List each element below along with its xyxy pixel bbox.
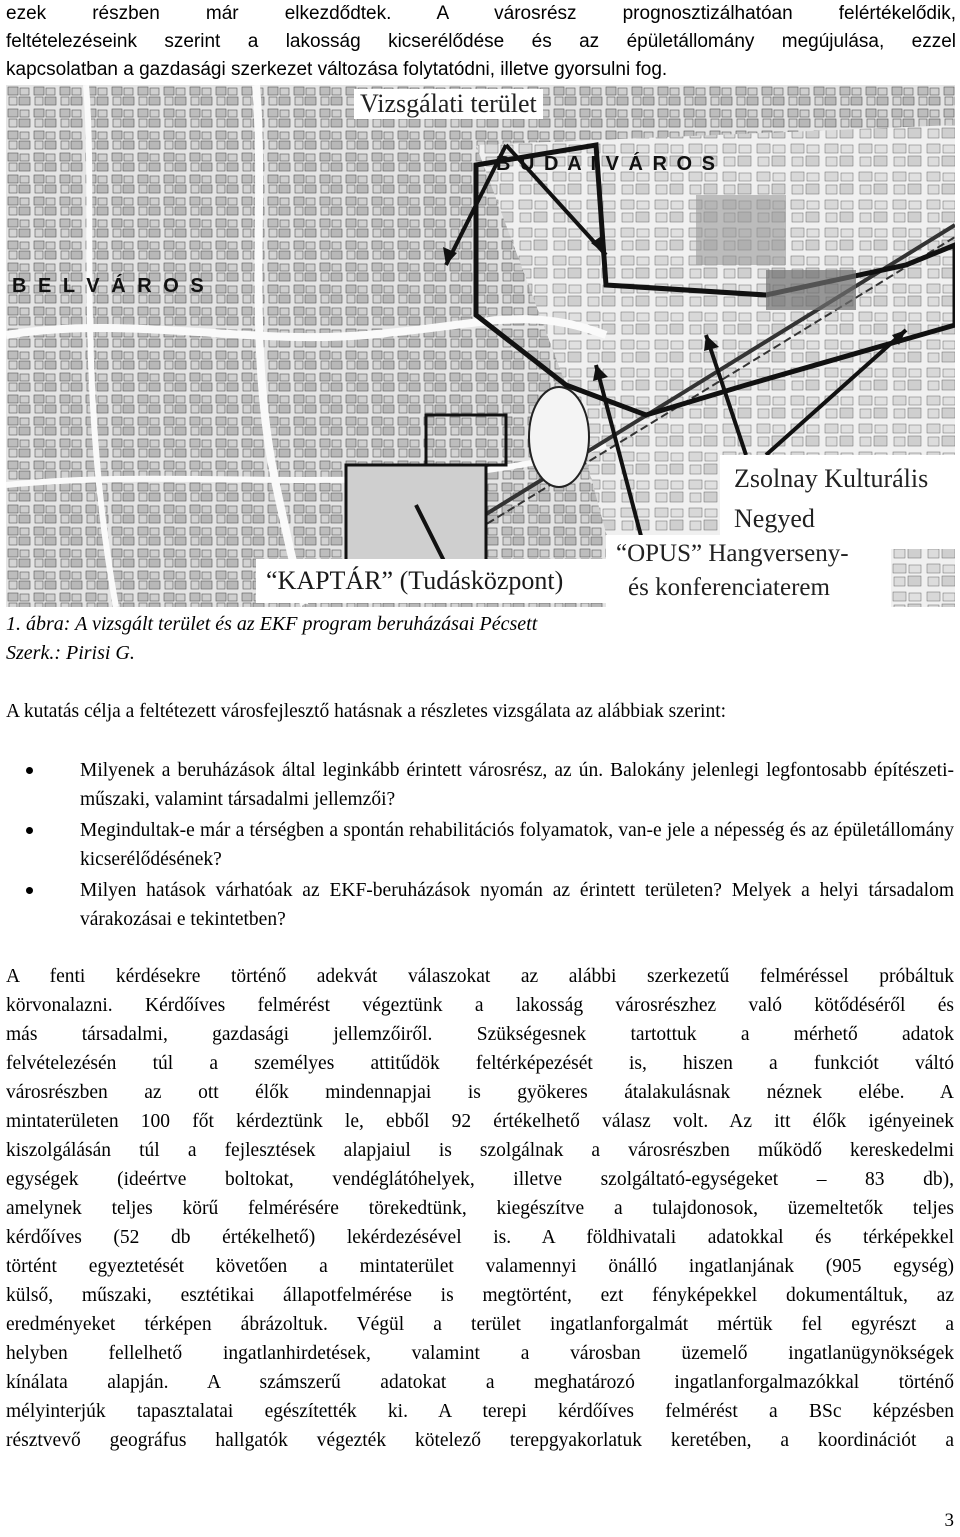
paragraph-line: felvételezésén túl a személyes attitűdök feltérképezését is, hiszen a funkciót váltó [6,1053,954,1074]
map-label-district-budai: B U D A I V Á R O S [496,153,717,175]
paragraph-line: más társadalmi, gazdasági jellemzőiről. Szükségesnek tartottuk a mérhető adatok [6,1024,954,1045]
intro-line: kapcsolatban a gazdasági szerkezet változása folytatódni, illetve gyorsulni fog. [6,59,668,80]
paragraph-line: történt egyeztetését követően a mintaterület valamennyi önálló ingatlanjának (905 egység) [6,1256,954,1277]
figure-caption-title: 1. ábra: A vizsgált terület és az EKF program beruházásai Pécsett [6,613,538,635]
paragraph-line: résztvevő geográfus hallgatók végezték kötelező terepgyakorlatuk keretében, a koordinációt a [6,1430,954,1451]
map-figure [6,85,955,607]
bullet-icon [26,887,33,894]
map-label-opus-line: és konferenciaterem [628,574,830,601]
paragraph-line: amelynek teljes körű felmérésére törekedtünk, kiegészítve a tulajdonosok, üzemeltetők teljes [6,1198,954,1219]
figure-caption-credit: Szerk.: Pirisi G. [6,642,135,664]
list-item [6,756,954,814]
map-label-zsolnay-line: Negyed [734,504,815,533]
paragraph-line: A fenti kérdésekre történő adekvát válaszokat az alábbi szerkezetű felméréssel próbáltuk [6,966,954,987]
map-label-zsolnay-line: Zsolnay Kulturális [734,464,929,493]
list-item-text: Megindultak-e már a térségben a spontán rehabilitációs folyamatok, van-e jele a népesség és az épületállomány kicserélődésének? [80,820,954,870]
methodology-paragraph [6,962,954,1455]
paragraph-line: eredményeket térképen ábrázoltuk. Végül a terület ingatlanforgalmát mértük fel egyrészt a [6,1314,954,1335]
paragraph-line: kérdőíves (52 db értékelhető) lekérdezésével is. A földhivatali adatokkal és térképekkel [6,1227,954,1248]
list-item-text: Milyenek a beruházások által leginkább érintett városrész, az ún. Balokány jelenlegi legfontosabb építészeti-műszaki, valamint társadalmi jellemzői? [80,760,954,810]
map-label-study-area: Vizsgálati terület [354,89,543,119]
paragraph-line: városrészben az ott élők mindennapjai is gyökeres átalakulásnak néznek elébe. A [6,1082,954,1103]
paragraph-line: külső, műszaki, esztétikai állapotfelmérése is megtörtént, ezt fényképekkel dokumentáltuk, az [6,1285,954,1306]
intro-text [6,0,956,84]
research-aim: A kutatás célja a feltétezett városfejlesztő hatásnak a részletes vizsgálata az alábbiak szerint: [6,701,727,722]
paragraph-line: mintaterületen 100 főt kérdeztünk le, ebből 92 értékelhető válasz volt. Az itt élők igényeinek [6,1111,954,1132]
list-item-text: Milyen hatások várhatóak az EKF-beruházások nyomán az érintett területen? Melyek a helyi társadalom várakozásai e tekintetben? [80,880,954,930]
list-item [6,816,954,874]
paragraph-line: helyben fellelhető ingatlanhirdetések, valamint a városban üzemelő ingatlanügynökségek [6,1343,954,1364]
intro-line: feltételezéseink szerint a lakosság kicserélődése és az épületállomány megújulása, ezzel [6,31,956,52]
paragraph-line: egységek (ideértve boltokat, vendéglátóhelyek, illetve szolgáltató-egységeket – 83 db), [6,1169,954,1190]
paragraph-line: mélyinterjúk tapasztalatai egészítették ki. A terepi kérdőíves felmérést a BSc képzésben [6,1401,954,1422]
paragraph-line: kínálata alapján. A számszerű adatokat a meghatározó ingatlanforgalmazókkal történő [6,1372,954,1393]
page-number: 3 [944,1510,954,1531]
intro-line: ezek részben már elkezdődtek. A városrész prognosztizálhatóan felértékelődik, [6,3,956,24]
bullet-icon [26,767,33,774]
map-label-opus-line: “OPUS” Hangverseny- [616,540,849,567]
map-label-district-belvaros: B E L V Á R O S [12,275,207,297]
bullet-icon [26,827,33,834]
map-label-kaptar: “KAPTÁR” (Tudásközpont) [256,559,606,603]
paragraph-line: kiszolgálásán túl a fejlesztések alapjaiul is szolgálnak a városrészben működő kereskedelmi [6,1140,954,1161]
map-label-opus [606,535,891,607]
paragraph-line: körvonalazni. Kérdőíves felmérést végeztünk a lakosság városrészhez való kötődéséről és [6,995,954,1016]
figure-caption [6,610,706,668]
research-questions-list [6,756,954,936]
list-item [6,876,954,934]
